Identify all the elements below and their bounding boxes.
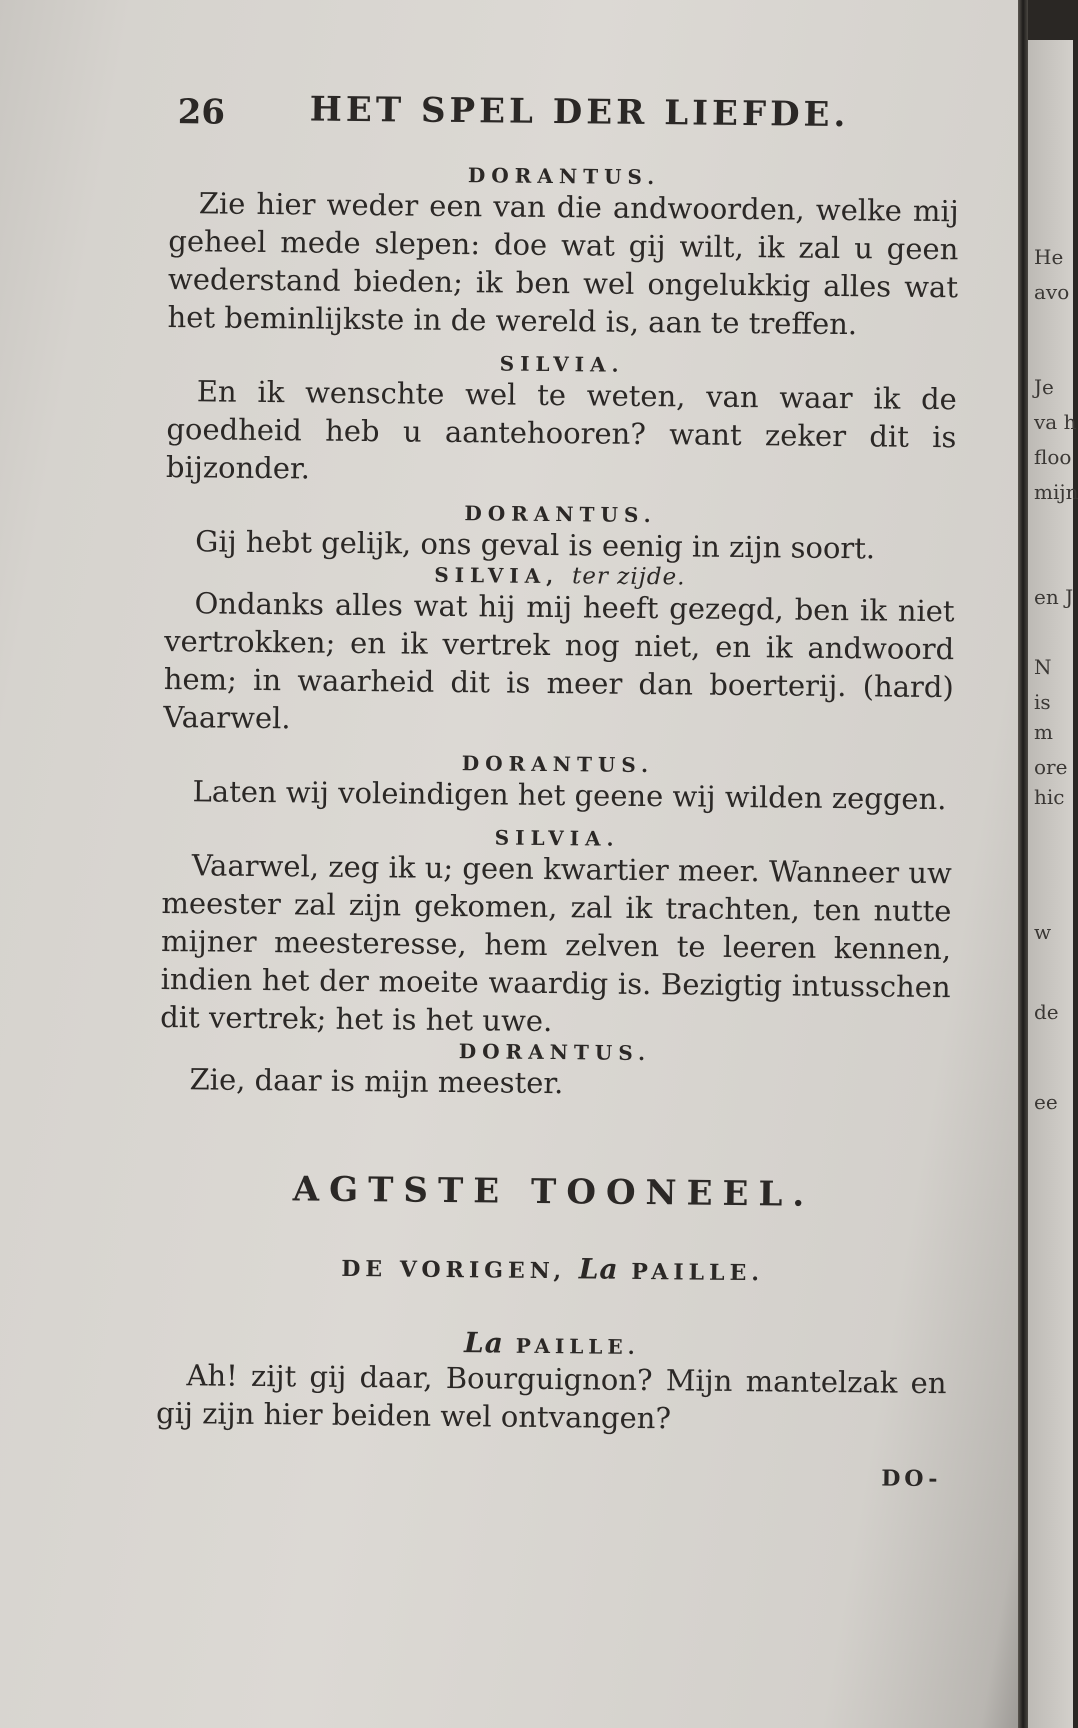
- facing-page-fragment: ore: [1034, 755, 1068, 779]
- speech-text: Zie hier weder een van die andwoorden, welke mij geheel mede slepen: doe wat gij wilt, ik zal u geen wederstand bieden; ik ben wel ongelukkig alles wat het beminlijkste in de wereld is, aan te treffen.: [167, 186, 959, 342]
- scene-cast: DE VORIGEN, La PAILLE.: [341, 1252, 765, 1287]
- scene-title: AGTSTE TOONEEL.: [292, 1169, 815, 1215]
- speech-text: Laten wij voleindigen het geene wij wilden zeggen.: [192, 774, 947, 817]
- facing-page-fragment: ee: [1034, 1090, 1058, 1114]
- facing-page-fragment: Je: [1034, 375, 1054, 399]
- speaker-label: SILVIA.: [494, 825, 620, 851]
- speaker-label: DORANTUS.: [461, 751, 655, 778]
- facing-page-edge: [1028, 40, 1078, 1728]
- facing-page-fragment: en J: [1034, 585, 1074, 609]
- speaker-label: La PAILLE.: [463, 1326, 640, 1360]
- stage-direction: ter zijde.: [571, 563, 686, 591]
- speaker-label: DORANTUS.: [467, 163, 661, 190]
- facing-page-fragment: m: [1034, 720, 1053, 744]
- facing-page-fragment: hic: [1034, 785, 1065, 809]
- facing-page-fragment: He: [1034, 245, 1064, 269]
- facing-page-fragment: mijn: [1034, 480, 1078, 504]
- speaker-label: SILVIA.: [499, 351, 625, 377]
- book-spine: [1018, 0, 1028, 1728]
- running-title: HET SPEL DER LIEFDE.: [309, 89, 850, 136]
- page-content: [155, 88, 960, 1492]
- page-number: 26: [177, 92, 226, 133]
- facing-page-fragment: is: [1034, 690, 1051, 714]
- speaker-label: DORANTUS.: [458, 1039, 652, 1066]
- speech-text: En ik wenschte wel te weten, van waar ik de goedheid heb u aantehooren? want zeker dit is bijzonder.: [165, 374, 957, 486]
- running-header: [169, 88, 960, 156]
- facing-page-fragment: de: [1034, 1000, 1059, 1024]
- speech-text: Vaarwel, zeg ik u; geen kwartier meer. Wanneer uw meester zal zijn gekomen, zal ik trachten, ten nutte mijner meesteresse, hem zelven te leeren kennen, indien het der moeite waardig is. Bezigtig intusschen dit vertrek; het is het uwe.: [160, 848, 952, 1039]
- speech-text: Zie, daar is mijn meester.: [189, 1062, 564, 1101]
- catchword: DO-: [881, 1465, 942, 1493]
- facing-page-fragment: floo: [1034, 445, 1072, 469]
- facing-page-fragment: avo: [1034, 280, 1070, 304]
- speaker-label: SILVIA, ter zijde.: [434, 562, 686, 591]
- facing-page-fragment: w: [1034, 920, 1052, 944]
- speaker-label: DORANTUS.: [464, 501, 657, 528]
- speech-text: Ondanks alles wat hij mij heeft gezegd, ben ik niet vertrokken; en ik vertrek nog niet, en ik andwoord hem; in waarheid dit is meer dan boerterij. (hard) Vaarwel.: [163, 586, 955, 736]
- speech-text: Ah! zijt gij daar, Bourguignon? Mijn mantelzak en gij zijn hier beiden wel ontvangen?: [155, 1358, 947, 1436]
- speech-text: Gij hebt gelijk, ons geval is eenig in zijn soort.: [195, 524, 876, 566]
- facing-page-fragment: va h: [1034, 410, 1077, 434]
- facing-page-fragment: N: [1034, 655, 1052, 679]
